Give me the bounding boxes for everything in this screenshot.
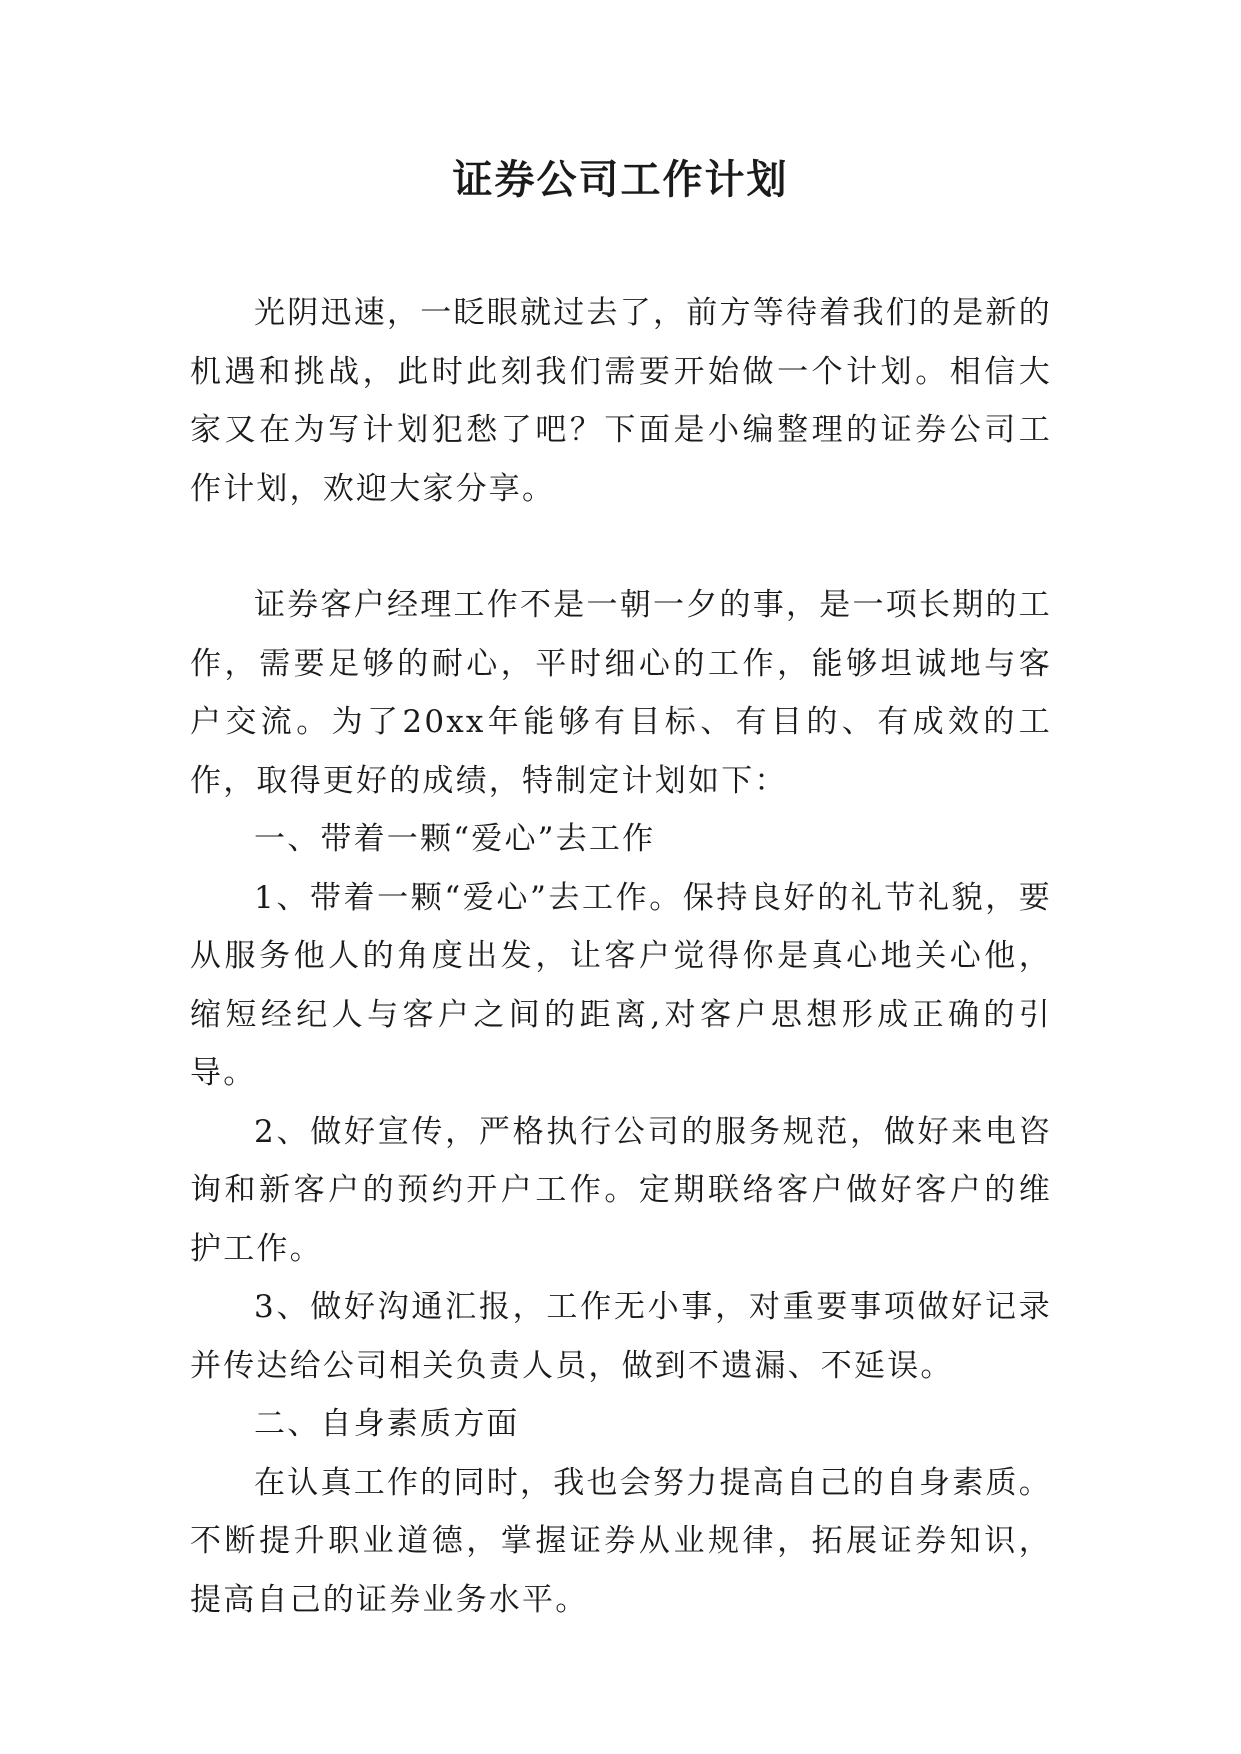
section-heading: 二、自身素质方面 bbox=[254, 1406, 520, 1442]
body-paragraph: 在认真工作的同时，我也会努力提高自己的自身素质。不断提升职业道德，掌握证券从业规律，拓展证券知识，提高自己的证券业务水平。 bbox=[190, 1464, 1052, 1618]
document-body bbox=[190, 284, 1052, 1629]
intro-paragraph: 光阴迅速，一眨眼就过去了，前方等待着我们的是新的机遇和挑战，此时此刻我们需要开始做一个计划。相信大家又在为写计划犯愁了吧？下面是小编整理的证券公司工作计划，欢迎大家分享。 bbox=[190, 295, 1052, 507]
section-heading: 一、带着一颗“爱心”去工作 bbox=[254, 821, 656, 857]
document-title: 证券公司工作计划 bbox=[452, 156, 789, 203]
list-item: 3、做好沟通汇报，工作无小事，对重要事项做好记录并传达给公司相关负责人员，做到不遗漏、不延误。 bbox=[190, 1289, 1052, 1384]
list-item: 2、做好宣传，严格执行公司的服务规范，做好来电咨询和新客户的预约开户工作。定期联络客户做好客户的维护工作。 bbox=[190, 1113, 1052, 1267]
body-paragraph: 证券客户经理工作不是一朝一夕的事，是一项长期的工作，需要足够的耐心，平时细心的工作，能够坦诚地与客户交流。为了20xx年能够有目标、有目的、有成效的工作，取得更好的成绩，特制定计划如下： bbox=[190, 587, 1052, 799]
list-item: 1、带着一颗“爱心”去工作。保持良好的礼节礼貌，要从服务他人的角度出发，让客户觉得你是真心地关心他，缩短经纪人与客户之间的距离,对客户思想形成正确的引导。 bbox=[190, 879, 1052, 1091]
